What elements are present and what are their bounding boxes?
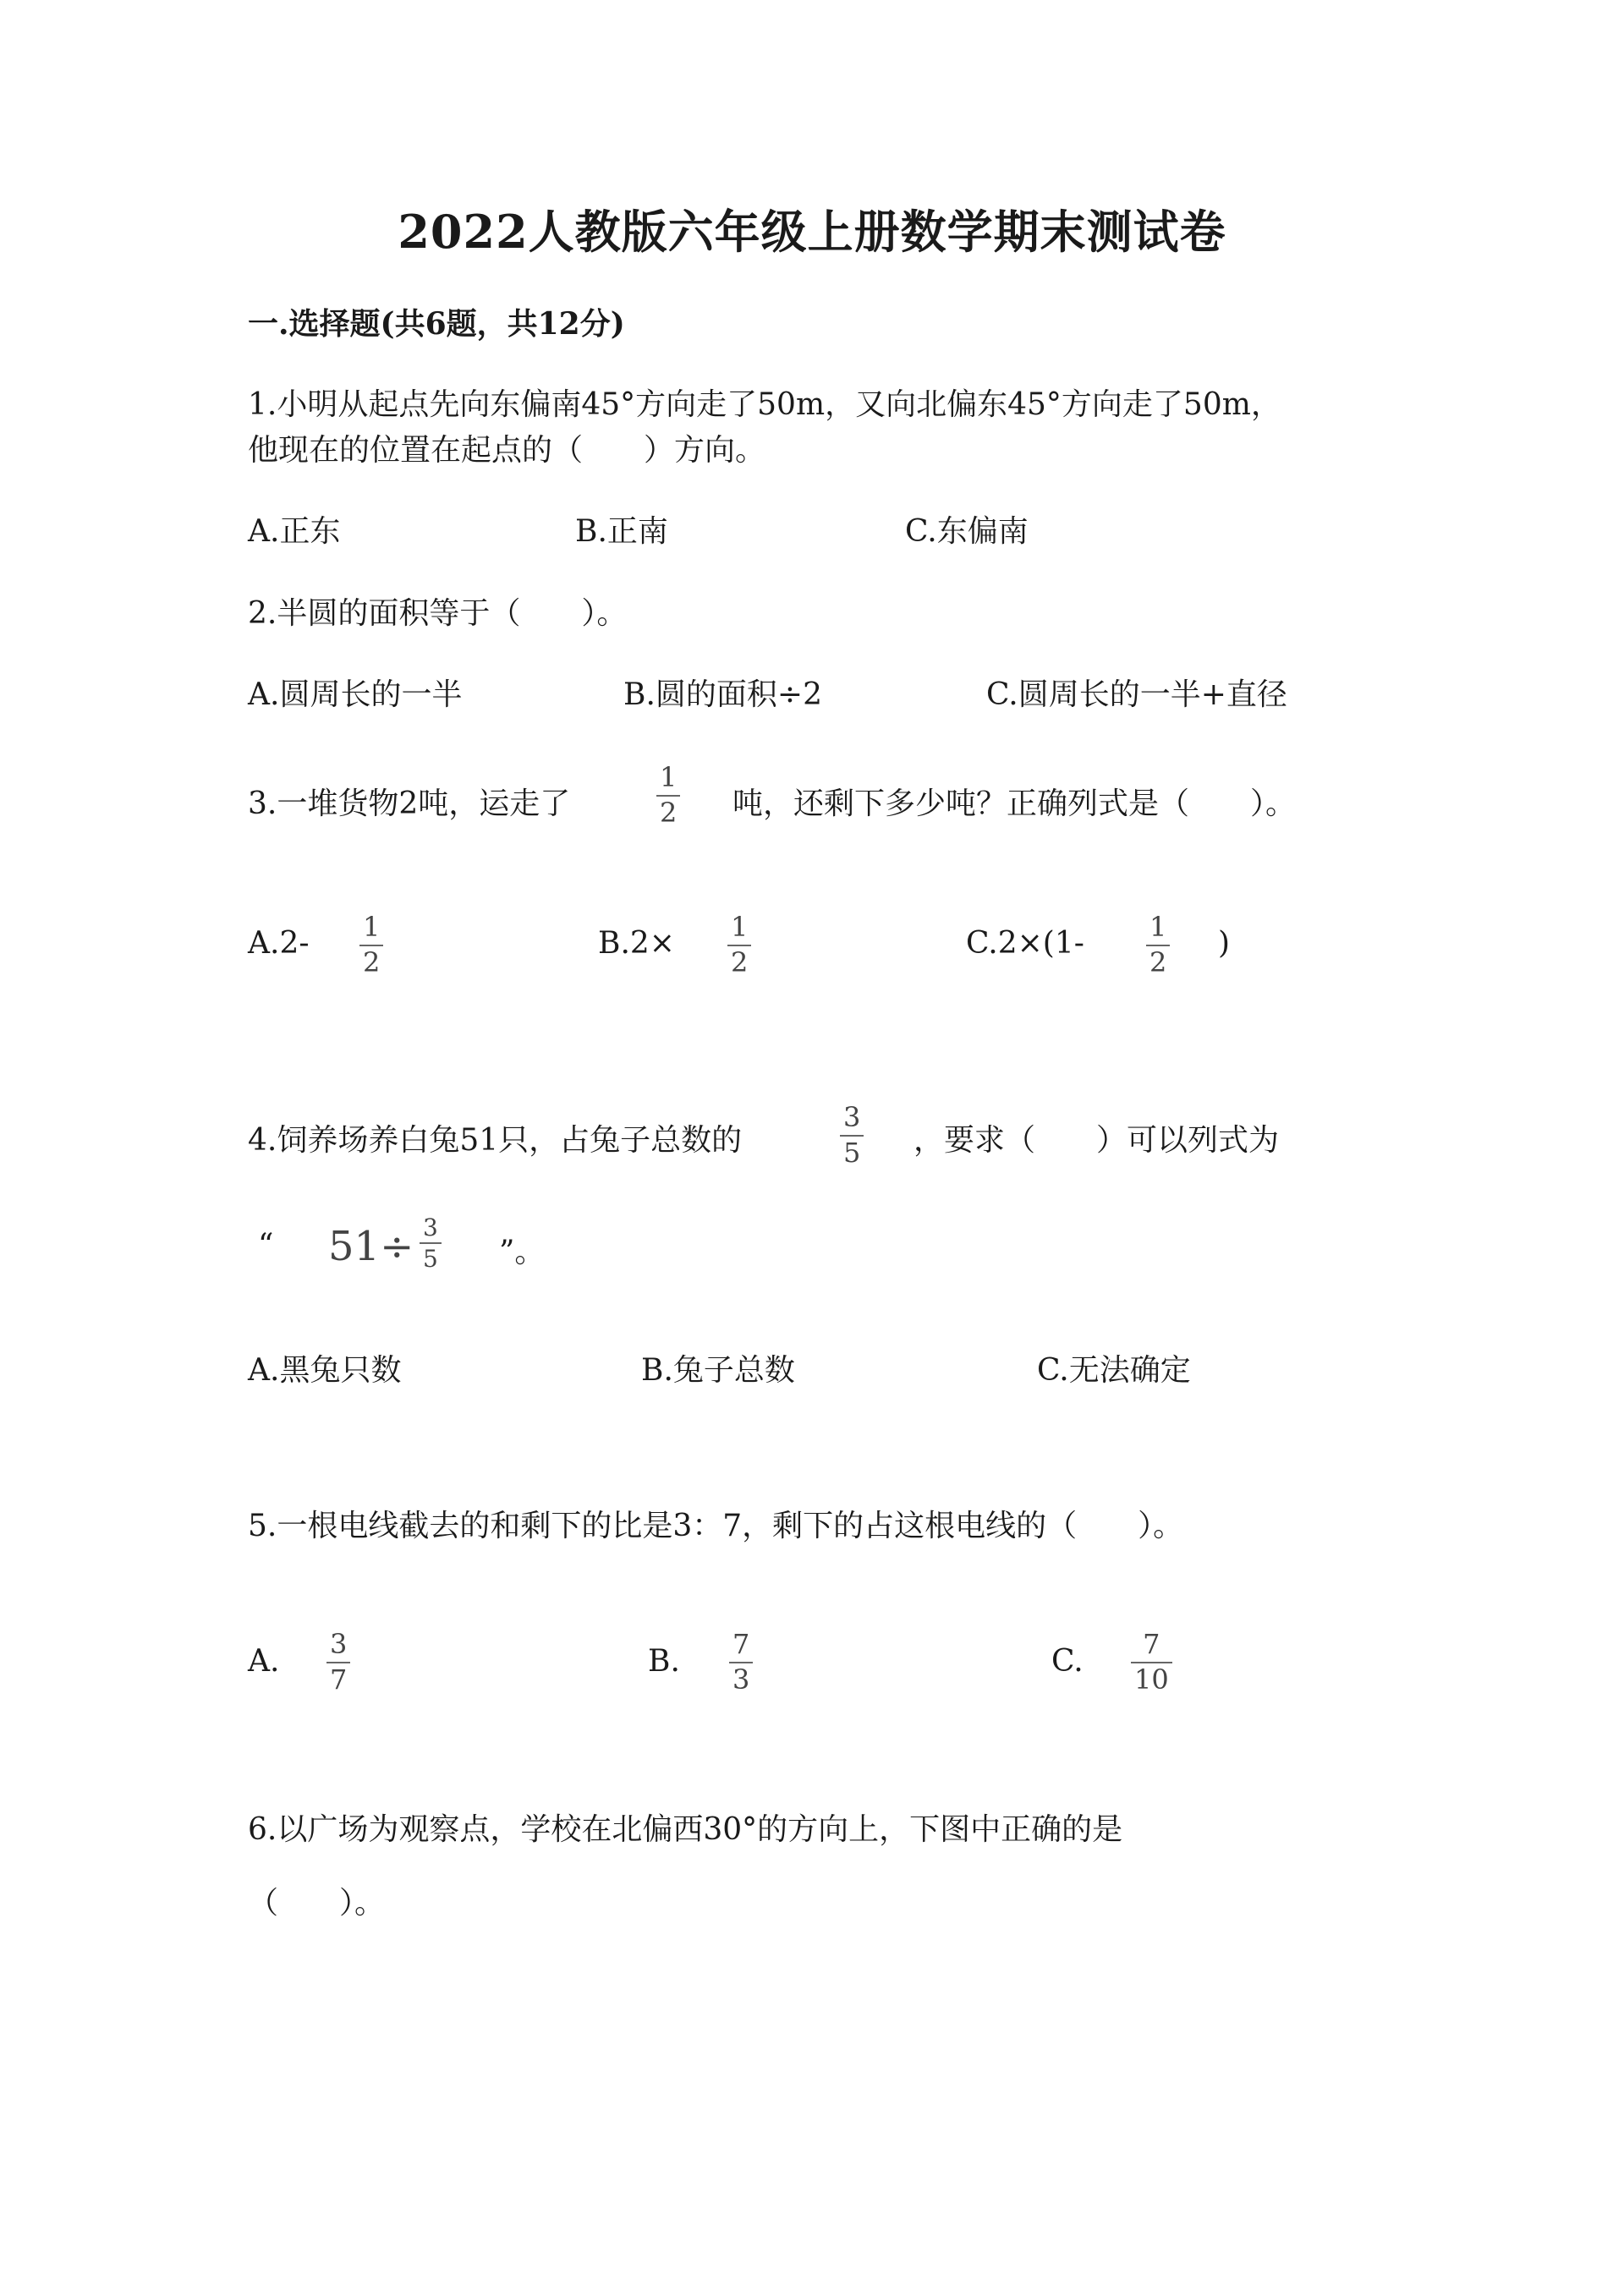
- fraction-denominator: 5: [423, 1245, 438, 1274]
- question-1-option-a: A.正东: [248, 514, 341, 549]
- question-3-option-c-close: ): [1218, 926, 1231, 961]
- fraction-denominator: 3: [732, 1663, 750, 1696]
- question-4-quote-open: “: [258, 1228, 274, 1263]
- fraction-denominator: 5: [843, 1136, 861, 1169]
- question-5-option-a-fraction: [326, 1630, 350, 1694]
- question-4-option-b: B.兔子总数: [641, 1353, 795, 1388]
- question-4-quote-close: ”。: [499, 1235, 546, 1269]
- fraction-numerator: 1: [1149, 911, 1167, 943]
- question-2-text: 2.半圆的面积等于（ ）。: [248, 596, 628, 631]
- section-heading: 一.选择题(共6题，共12分): [248, 306, 625, 342]
- question-1-line-2: 他现在的位置在起点的（ ）方向。: [248, 433, 766, 468]
- question-4-text-before: 4.饲养场养白兔51只，占兔子总数的: [248, 1123, 743, 1158]
- fraction-numerator: 1: [660, 761, 678, 793]
- fraction-numerator: 3: [843, 1101, 861, 1133]
- question-3-fraction: [656, 761, 680, 829]
- fraction-bar: [420, 1242, 442, 1244]
- question-2-option-c: C.圆周长的一半+直径: [986, 677, 1287, 712]
- question-3-text-before: 3.一堆货物2吨，运走了: [248, 786, 571, 821]
- question-5-option-c: C.: [1051, 1644, 1084, 1679]
- fraction-numerator: 3: [423, 1214, 438, 1241]
- question-1-option-c: C.东偏南: [905, 514, 1029, 549]
- fraction-denominator: 10: [1134, 1663, 1169, 1696]
- question-3-option-a: A.2-: [248, 926, 310, 961]
- question-3-option-c-fraction: [1146, 913, 1170, 977]
- question-5-option-b: B.: [648, 1644, 680, 1679]
- question-3-option-b: B.2×: [598, 926, 675, 961]
- fraction-numerator: 7: [732, 1628, 750, 1660]
- question-1-option-b: B.正南: [575, 514, 668, 549]
- question-5-text: 5.一根电线截去的和剩下的比是3：7，剩下的占这根电线的（ ）。: [248, 1509, 1184, 1543]
- question-6-line-1: 6.以广场为观察点，学校在北偏西30°的方向上，下图中正确的是: [248, 1812, 1123, 1847]
- question-3-text-after: 吨，还剩下多少吨？正确列式是（ ）。: [732, 786, 1297, 821]
- page-title: 2022人教版六年级上册数学期末测试卷: [398, 205, 1226, 259]
- fraction-numerator: 1: [363, 911, 381, 943]
- question-3-option-c: C.2×(1-: [966, 926, 1084, 961]
- fraction-denominator: 2: [731, 945, 749, 978]
- question-4-option-a: A.黑兔只数: [248, 1353, 402, 1388]
- question-4-expression: 51÷: [328, 1223, 414, 1270]
- question-3-option-b-fraction: [727, 913, 751, 977]
- fraction-numerator: 3: [330, 1628, 348, 1660]
- fraction-denominator: 7: [330, 1663, 348, 1696]
- question-2-option-a: A.圆周长的一半: [248, 677, 463, 712]
- fraction-denominator: 2: [363, 945, 381, 978]
- fraction-denominator: 2: [1149, 945, 1167, 978]
- fraction-denominator: 2: [660, 796, 678, 829]
- question-5-option-a: A.: [248, 1644, 280, 1679]
- question-5-option-c-fraction: [1131, 1630, 1172, 1694]
- fraction-numerator: 7: [1143, 1628, 1160, 1660]
- question-4-expression-fraction: [420, 1215, 442, 1272]
- question-3-option-a-fraction: [359, 913, 383, 977]
- question-4-text-after: ，要求（ ）可以列式为: [914, 1123, 1280, 1158]
- fraction-numerator: 1: [731, 911, 749, 943]
- question-4-fraction: [840, 1101, 864, 1169]
- question-2-option-b: B.圆的面积÷2: [623, 677, 822, 712]
- question-4-option-c: C.无法确定: [1037, 1353, 1191, 1388]
- question-6-line-2: （ ）。: [248, 1886, 386, 1921]
- question-5-option-b-fraction: [729, 1630, 753, 1694]
- question-1-line-1: 1.小明从起点先向东偏南45°方向走了50m，又向北偏东45°方向走了50m，: [248, 387, 1281, 422]
